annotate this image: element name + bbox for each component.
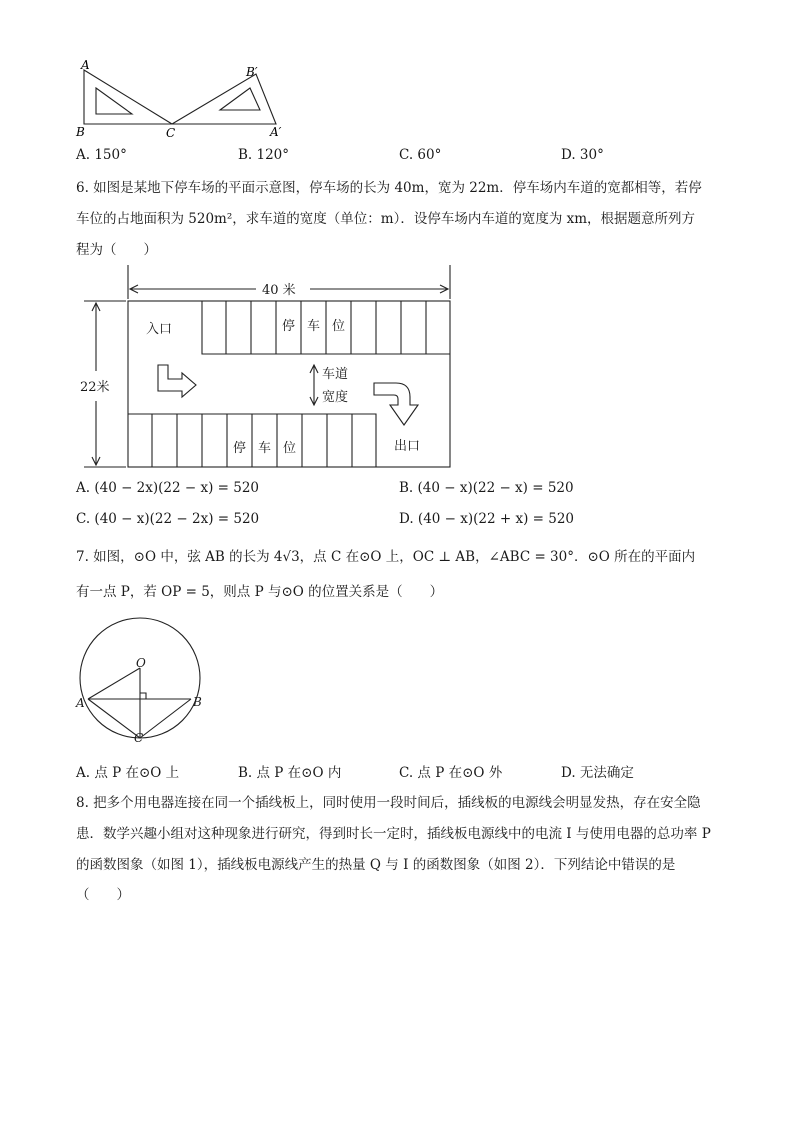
bottom-slot-char-2: 车	[258, 441, 272, 456]
q5-option-c: C. 60°	[399, 147, 442, 163]
label-A: A	[81, 58, 90, 72]
q7-option-b: B. 点 P 在⊙O 内	[238, 765, 342, 781]
circle-label-C: C	[134, 731, 144, 745]
q5-option-b: B. 120°	[238, 147, 290, 163]
q8-line-3: 的函数图象（如图 1），插线板电源线产生的热量 Q 与 I 的函数图象（如图 2）．下列结论中错误的是	[76, 857, 676, 873]
parking-lot-figure	[74, 265, 464, 477]
bottom-slot-char-1: 停	[233, 441, 247, 456]
bottom-slot-char-3: 位	[283, 441, 297, 456]
label-A-prime: A′	[270, 125, 282, 139]
top-slot-char-3: 位	[332, 319, 346, 334]
q6-line-1: 6. 如图是某地下停车场的平面示意图，停车场的长为 40m，宽为 22m．停车场内车道的宽都相等，若停	[76, 180, 702, 196]
circle-figure	[72, 610, 212, 750]
triangles-figure	[70, 58, 300, 140]
circle-label-O: O	[136, 656, 146, 670]
top-slot-char-2: 车	[307, 319, 321, 334]
label-B: B	[76, 125, 85, 139]
q7-line-1: 7. 如图，⊙O 中，弦 AB 的长为 4√3，点 C 在⊙O 上，OC ⊥ AB，∠ABC = 30°．⊙O 所在的平面内	[76, 549, 696, 565]
q6-option-a: A. (40 − 2x)(22 − x) = 520	[76, 480, 260, 496]
q7-option-d: D. 无法确定	[561, 765, 634, 781]
q8-line-1: 8. 把多个用电器连接在同一个插线板上，同时使用一段时间后，插线板的电源线会明显发热，存在安全隐	[76, 795, 701, 811]
q5-option-a: A. 150°	[76, 147, 127, 163]
entrance-label: 入口	[146, 322, 173, 337]
q6-option-d: D. (40 − x)(22 + x) = 520	[399, 511, 575, 527]
lane-label-2: 宽度	[322, 390, 349, 405]
q8-line-2: 患．数学兴趣小组对这种现象进行研究，得到时长一定时，插线板电源线中的电流 I 与使用电器的总功率 P	[76, 826, 711, 842]
q6-line-2: 车位的占地面积为 520m²，求车道的宽度（单位：m）．设停车场内车道的宽度为 xm，根据题意所列方	[76, 211, 696, 227]
q7-line-2: 有一点 P，若 OP = 5，则点 P 与⊙O 的位置关系是（ ）	[76, 584, 444, 600]
length-label: 40 米	[262, 283, 296, 298]
circle-label-B: B	[193, 695, 202, 709]
label-B-prime: B′	[246, 65, 258, 79]
top-slot-char-1: 停	[282, 319, 296, 334]
q7-option-a: A. 点 P 在⊙O 上	[76, 765, 180, 781]
label-C: C	[166, 126, 176, 140]
width-label: 22米	[80, 380, 110, 395]
q6-option-c: C. (40 − x)(22 − 2x) = 520	[76, 511, 260, 527]
circle-label-A: A	[76, 696, 85, 710]
q6-option-b: B. (40 − x)(22 − x) = 520	[399, 480, 574, 496]
q8-line-4: （ ）	[76, 887, 130, 903]
q6-line-3: 程为（ ）	[76, 242, 157, 258]
lane-label-1: 车道	[322, 367, 349, 382]
q7-option-c: C. 点 P 在⊙O 外	[399, 765, 503, 781]
exit-label: 出口	[394, 439, 421, 454]
q5-option-d: D. 30°	[561, 147, 604, 163]
